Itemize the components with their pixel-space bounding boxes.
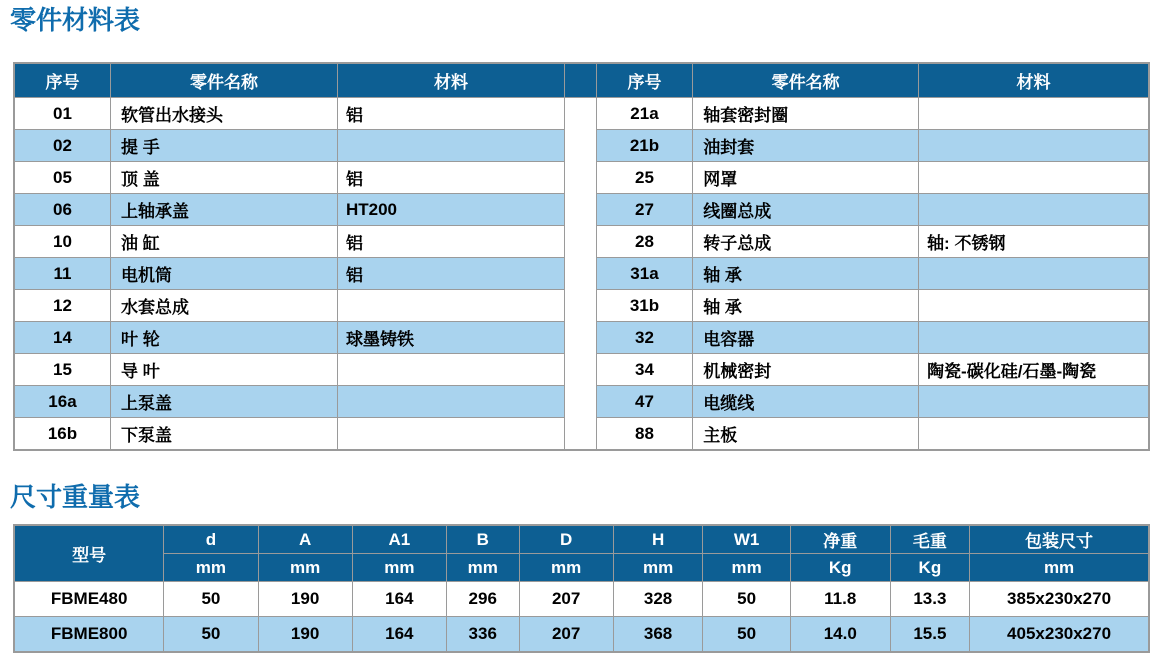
parts-header-row (14, 63, 1149, 98)
value-cell: 336 (446, 617, 519, 653)
serial-cell: 16a (14, 386, 110, 418)
material-cell: 铝 (337, 162, 564, 194)
material-cell: 轴: 不锈钢 (919, 226, 1149, 258)
serial-cell: 12 (14, 290, 110, 322)
col-header-model: 型号 (14, 525, 164, 582)
model-cell: FBME800 (14, 617, 164, 653)
value-cell: 385x230x270 (970, 582, 1149, 617)
dims-col-unit: mm (352, 554, 446, 582)
part-name-cell: 顶 盖 (110, 162, 337, 194)
serial-cell: 21a (596, 98, 692, 130)
material-cell: 球墨铸铁 (337, 322, 564, 354)
dims-table-row (14, 617, 1149, 653)
material-cell (919, 386, 1149, 418)
material-cell (919, 194, 1149, 226)
part-name-cell: 油封套 (693, 130, 919, 162)
serial-cell: 21b (596, 130, 692, 162)
col-header-material-right: 材料 (919, 63, 1149, 98)
dims-col-unit: mm (703, 554, 790, 582)
material-cell: 铝 (337, 258, 564, 290)
serial-cell: 27 (596, 194, 692, 226)
col-header-serial-right: 序号 (596, 63, 692, 98)
material-cell (337, 354, 564, 386)
dims-col-header: 毛重 (890, 525, 969, 554)
serial-cell: 14 (14, 322, 110, 354)
value-cell: 328 (613, 582, 703, 617)
model-cell: FBME480 (14, 582, 164, 617)
serial-cell: 88 (596, 418, 692, 451)
col-header-serial-left: 序号 (14, 63, 110, 98)
parts-table-row (14, 98, 1149, 130)
serial-cell: 10 (14, 226, 110, 258)
part-name-cell: 上轴承盖 (110, 194, 337, 226)
part-name-cell: 提 手 (110, 130, 337, 162)
material-cell (919, 130, 1149, 162)
serial-cell: 05 (14, 162, 110, 194)
col-header-material-left: 材料 (337, 63, 564, 98)
dims-header-label-row (14, 525, 1149, 554)
material-cell (919, 290, 1149, 322)
serial-cell: 25 (596, 162, 692, 194)
parts-material-table-title: 零件材料表 (10, 5, 141, 35)
value-cell: 164 (352, 617, 446, 653)
dims-col-unit: mm (164, 554, 258, 582)
dims-col-unit: Kg (890, 554, 969, 582)
part-name-cell: 轴 承 (693, 258, 919, 290)
serial-cell: 47 (596, 386, 692, 418)
dimensions-weight-table-title: 尺寸重量表 (10, 482, 141, 512)
part-name-cell: 叶 轮 (110, 322, 337, 354)
part-name-cell: 下泵盖 (110, 418, 337, 451)
material-cell: HT200 (337, 194, 564, 226)
part-name-cell: 机械密封 (693, 354, 919, 386)
part-name-cell: 电缆线 (693, 386, 919, 418)
dims-col-unit: mm (446, 554, 519, 582)
serial-cell: 15 (14, 354, 110, 386)
material-cell: 陶瓷-碳化硅/石墨-陶瓷 (919, 354, 1149, 386)
material-cell (919, 98, 1149, 130)
dimensions-weight-table (13, 524, 1150, 653)
material-cell (337, 386, 564, 418)
material-cell (337, 418, 564, 451)
serial-cell: 16b (14, 418, 110, 451)
value-cell: 13.3 (890, 582, 969, 617)
serial-cell: 06 (14, 194, 110, 226)
dims-col-unit: mm (519, 554, 613, 582)
dims-col-unit: mm (970, 554, 1149, 582)
serial-cell: 32 (596, 322, 692, 354)
serial-cell: 11 (14, 258, 110, 290)
material-cell (337, 130, 564, 162)
value-cell: 207 (519, 582, 613, 617)
material-cell (919, 322, 1149, 354)
part-name-cell: 电容器 (693, 322, 919, 354)
dims-col-unit: mm (613, 554, 703, 582)
part-name-cell: 轴套密封圈 (693, 98, 919, 130)
dims-header-unit-row (14, 554, 1149, 582)
part-name-cell: 网罩 (693, 162, 919, 194)
part-name-cell: 轴 承 (693, 290, 919, 322)
part-name-cell: 主板 (693, 418, 919, 451)
serial-cell: 34 (596, 354, 692, 386)
part-name-cell: 水套总成 (110, 290, 337, 322)
material-cell (337, 290, 564, 322)
material-cell (919, 258, 1149, 290)
parts-material-table (13, 62, 1150, 451)
part-name-cell: 油 缸 (110, 226, 337, 258)
dims-col-header: d (164, 525, 258, 554)
value-cell: 14.0 (790, 617, 890, 653)
dims-col-header: 净重 (790, 525, 890, 554)
value-cell: 296 (446, 582, 519, 617)
serial-cell: 31a (596, 258, 692, 290)
dims-col-header: A (258, 525, 352, 554)
part-name-cell: 软管出水接头 (110, 98, 337, 130)
value-cell: 50 (703, 617, 790, 653)
material-cell (919, 418, 1149, 451)
col-header-part-name-left: 零件名称 (110, 63, 337, 98)
part-name-cell: 电机筒 (110, 258, 337, 290)
dims-col-header: W1 (703, 525, 790, 554)
part-name-cell: 上泵盖 (110, 386, 337, 418)
dims-col-header: B (446, 525, 519, 554)
spacer-column-header (564, 63, 596, 98)
value-cell: 405x230x270 (970, 617, 1149, 653)
serial-cell: 31b (596, 290, 692, 322)
value-cell: 50 (703, 582, 790, 617)
value-cell: 190 (258, 582, 352, 617)
dims-col-header: H (613, 525, 703, 554)
dims-col-header: 包装尺寸 (970, 525, 1149, 554)
dims-col-header: A1 (352, 525, 446, 554)
value-cell: 50 (164, 582, 258, 617)
material-cell (919, 162, 1149, 194)
serial-cell: 01 (14, 98, 110, 130)
spacer-column (564, 98, 596, 451)
serial-cell: 02 (14, 130, 110, 162)
material-cell: 铝 (337, 98, 564, 130)
dims-col-unit: Kg (790, 554, 890, 582)
value-cell: 164 (352, 582, 446, 617)
value-cell: 11.8 (790, 582, 890, 617)
col-header-part-name-right: 零件名称 (693, 63, 919, 98)
value-cell: 368 (613, 617, 703, 653)
material-cell: 铝 (337, 226, 564, 258)
dims-table-row (14, 582, 1149, 617)
value-cell: 15.5 (890, 617, 969, 653)
part-name-cell: 转子总成 (693, 226, 919, 258)
dims-col-header: D (519, 525, 613, 554)
dims-col-unit: mm (258, 554, 352, 582)
part-name-cell: 导 叶 (110, 354, 337, 386)
part-name-cell: 线圈总成 (693, 194, 919, 226)
value-cell: 50 (164, 617, 258, 653)
serial-cell: 28 (596, 226, 692, 258)
value-cell: 190 (258, 617, 352, 653)
value-cell: 207 (519, 617, 613, 653)
